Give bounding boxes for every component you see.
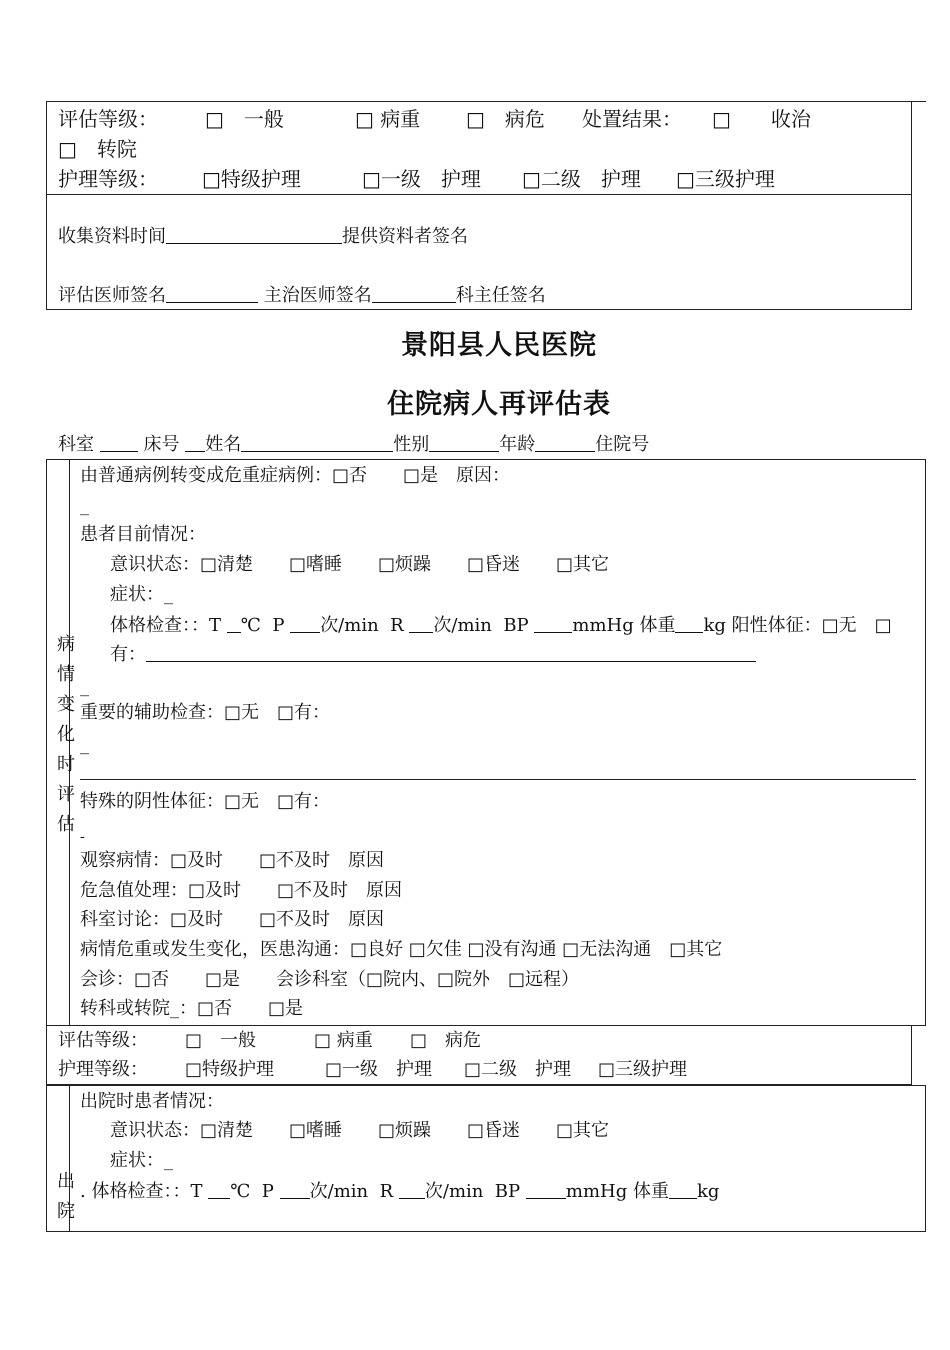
positive-signs-field[interactable]	[146, 643, 756, 662]
discharge-symptoms-row[interactable]: 症状：_	[110, 1150, 173, 1171]
director-label: 科主任签名	[455, 285, 546, 306]
transfer-row[interactable]: 转科或转院_：□否 □是	[80, 998, 304, 1019]
admission-no-label: 住院号	[595, 434, 650, 455]
positive-signs-yes-label: 有：	[110, 644, 146, 665]
top-eval-opt-serious[interactable]: □ 病重	[355, 107, 421, 131]
top-eval-opt-critical[interactable]: □ 病危	[466, 107, 545, 131]
discharge-temp-field[interactable]	[208, 1180, 230, 1199]
mid-nursing-opt-special[interactable]: □特级护理	[185, 1059, 275, 1080]
critical-value-row[interactable]: 危急值处理：□及时 □不及时 原因	[80, 880, 403, 901]
attending-field[interactable]	[372, 284, 456, 303]
observe-row[interactable]: 观察病情：□及时 □不及时 原因	[80, 850, 385, 871]
dept-field[interactable]	[100, 433, 138, 452]
disposal-label: 处置结果：	[582, 107, 682, 131]
gender-label: 性别	[393, 434, 430, 455]
collect-time-field[interactable]	[166, 225, 342, 244]
discharge-side-label: 出院	[57, 1171, 75, 1222]
aux-exam-row[interactable]: 重要的辅助检查：□无 □有：	[80, 702, 331, 723]
underscore-mark-2: _	[80, 676, 89, 697]
top-box-divider	[46, 194, 912, 195]
bed-label: 床号	[143, 434, 180, 455]
eval-doctor-label: 评估医师签名	[58, 285, 166, 306]
gender-field[interactable]	[429, 433, 499, 452]
mid-eval-level-label: 评估等级：	[58, 1030, 148, 1051]
exam-weight-field[interactable]	[675, 614, 703, 633]
top-nursing-opt-third[interactable]: □三级护理	[676, 167, 775, 191]
discharge-bp-label: 次/min BP	[424, 1181, 521, 1202]
transfer-critical-question: 由普通病例转变成危重症病例：□否 □是 原因：	[80, 465, 511, 486]
top-box-extension-line	[910, 101, 926, 102]
aux-exam-underline	[80, 779, 916, 780]
top-nursing-opt-second[interactable]: □二级 护理	[522, 167, 641, 191]
discharge-pulse-field[interactable]	[280, 1180, 310, 1199]
exam-positive-signs-label: kg 阳性体征：□无 □	[703, 615, 892, 636]
exam-pulse-label: ℃ P	[240, 615, 285, 636]
form-title: 住院病人再评估表	[387, 389, 611, 420]
age-field[interactable]	[535, 433, 595, 452]
underscore-mark-3: _	[80, 734, 89, 755]
exam-pulse-field[interactable]	[290, 614, 320, 633]
dept-label: 科室	[58, 434, 94, 455]
provider-sign-label: 提供资料者签名	[342, 226, 468, 247]
discharge-kg-label: kg	[696, 1181, 720, 1202]
mid-nursing-opt-third[interactable]: □三级护理	[598, 1059, 688, 1080]
discharge-pulse-label: ℃ P	[230, 1181, 274, 1202]
exam-temp-field[interactable]	[227, 614, 241, 633]
discharge-bp-field[interactable]	[526, 1180, 566, 1199]
exam-resp-field[interactable]	[409, 614, 433, 633]
exam-resp-label: 次/min R	[320, 615, 404, 636]
discharge-temp-label: 体格检查：：T	[91, 1181, 203, 1202]
disposal-opt-admit[interactable]: □ 收治	[712, 107, 811, 131]
age-label: 年龄	[499, 434, 536, 455]
bed-field[interactable]	[185, 433, 205, 452]
discharge-exam-dot: .	[80, 1181, 86, 1202]
mid-nursing-label: 护理等级：	[58, 1059, 148, 1080]
underscore-mark-1: _	[80, 495, 89, 516]
dept-discussion-row[interactable]: 科室讨论：□及时 □不及时 原因	[80, 909, 385, 930]
consciousness-row[interactable]: 意识状态：□清楚 □嗜睡 □烦躁 □昏迷 □其它	[110, 554, 610, 575]
top-eval-level-row	[58, 108, 158, 130]
eval-doctor-field[interactable]	[166, 284, 258, 303]
disposal-opt-transfer[interactable]: □ 转院	[58, 137, 137, 161]
positive-signs-yes-row	[110, 643, 756, 666]
mid-eval-opt-critical[interactable]: □ 病危	[410, 1030, 482, 1051]
mid-eval-opt-general[interactable]: □ 一般	[185, 1030, 257, 1051]
discharge-resp-label: 次/min R	[309, 1181, 394, 1202]
discharge-weight-label: mmHg 体重	[565, 1181, 669, 1202]
name-label: 姓名	[205, 434, 242, 455]
communication-row[interactable]: 病情危重或发生变化，医患沟通：□良好 □欠佳 □没有沟通 □无法沟通 □其它	[80, 939, 723, 960]
discharge-status-label: 出院时患者情况：	[80, 1091, 224, 1112]
mid-eval-opt-serious[interactable]: □ 病重	[314, 1030, 373, 1051]
current-status-label: 患者目前情况：	[80, 524, 206, 545]
top-nursing-opt-first[interactable]: □一级 护理	[362, 167, 481, 191]
attending-label: 主治医师签名	[263, 285, 372, 306]
exam-bp-label: 次/min BP	[433, 615, 529, 636]
discharge-weight-field[interactable]	[669, 1180, 697, 1199]
mid-nursing-opt-first[interactable]: □一级 护理	[325, 1059, 433, 1080]
collect-time-label: 收集资料时间	[58, 226, 166, 247]
eval-level-label: 评估等级：	[58, 107, 158, 131]
symptoms-row[interactable]: 症状：_	[110, 584, 173, 605]
top-evaluation-box	[46, 101, 912, 310]
patient-info-row	[58, 433, 649, 456]
dash-mark: -	[80, 829, 85, 845]
discharge-consciousness-row[interactable]: 意识状态：□清楚 □嗜睡 □烦躁 □昏迷 □其它	[110, 1120, 610, 1141]
exam-temp-label: 体格检查：：T	[110, 615, 222, 636]
collect-row	[58, 225, 468, 248]
exam-bp-field[interactable]	[534, 614, 572, 633]
top-nursing-label: 护理等级：	[58, 167, 158, 191]
signature-row	[58, 284, 546, 307]
consult-row[interactable]: 会诊：□否 □是 会诊科室（□院内、□院外 □远程）	[80, 969, 580, 990]
physical-exam-row	[110, 614, 892, 637]
change-side-label: 病情变化时评估	[57, 634, 75, 835]
top-nursing-opt-special[interactable]: □特级护理	[202, 167, 301, 191]
discharge-exam-row	[80, 1180, 719, 1203]
negative-signs-row[interactable]: 特殊的阴性体征：□无 □有：	[80, 791, 331, 812]
mid-nursing-opt-second[interactable]: □二级 护理	[464, 1059, 572, 1080]
top-eval-opt-general[interactable]: □ 一般	[205, 107, 284, 131]
exam-weight-label: mmHg 体重	[572, 615, 676, 636]
discharge-resp-field[interactable]	[399, 1180, 425, 1199]
name-field[interactable]	[241, 433, 393, 452]
hospital-name: 景阳县人民医院	[401, 330, 597, 361]
